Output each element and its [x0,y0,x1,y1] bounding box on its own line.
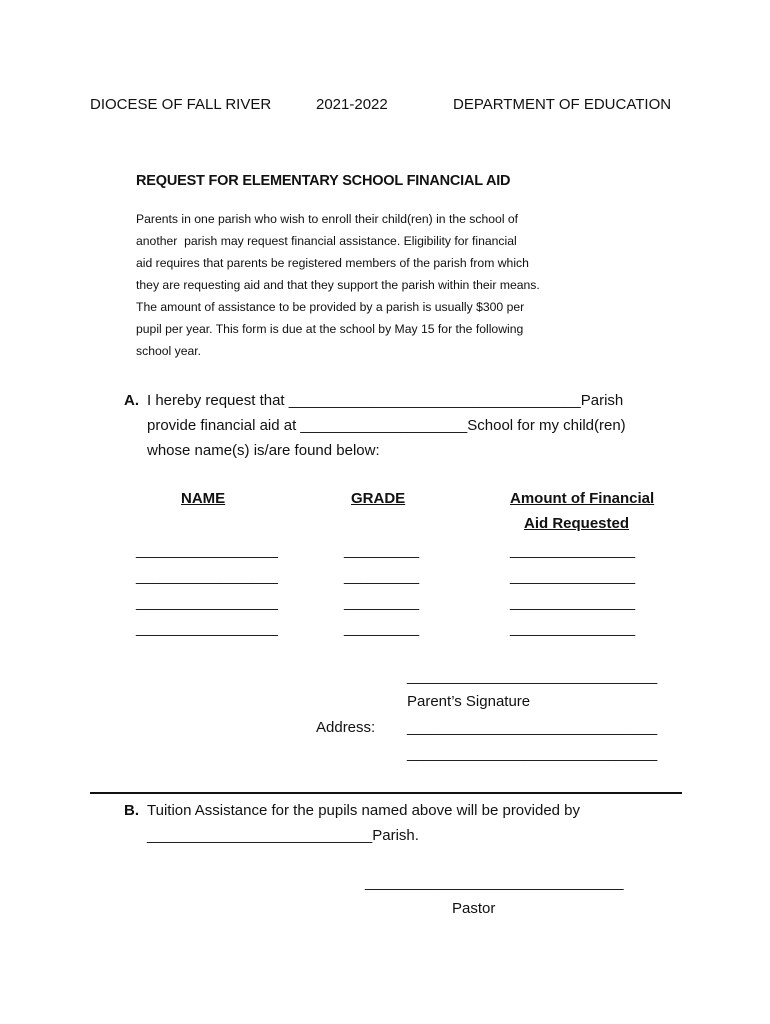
diocese-name: DIOCESE OF FALL RIVER [90,96,272,113]
grade-field[interactable]: _________ [344,594,420,611]
amount-column-header: Amount of Financial [510,490,655,507]
parent-signature-line[interactable]: ______________________________ [407,668,658,685]
intro-line: school year. [136,344,202,358]
section-a [124,388,684,463]
section-b-line-parish[interactable]: ___________________________Parish. [147,827,419,844]
section-a-line-names: whose name(s) is/are found below: [147,442,380,459]
grade-field[interactable]: _________ [344,568,420,585]
address-label: Address: [316,719,376,736]
form-title: REQUEST FOR ELEMENTARY SCHOOL FINANCIAL AID [136,173,511,189]
amount-field[interactable]: _______________ [510,620,636,637]
amount-column-header-line2: Aid Requested [524,515,630,532]
grade-field[interactable]: _________ [344,542,420,559]
section-a-label: A. [124,392,139,409]
pastor-signature-line[interactable]: _______________________________ [365,874,624,891]
pastor-label: Pastor [452,900,496,917]
grade-field[interactable]: _________ [344,620,420,637]
name-field[interactable]: _________________ [136,542,278,559]
section-b-line-1: Tuition Assistance for the pupils named above will be provided by [147,802,581,819]
intro-line: pupil per year. This form is due at the school by May 15 for the following [136,322,524,336]
section-divider [90,792,682,794]
address-line-1[interactable]: ______________________________ [407,719,658,736]
address-line-2[interactable]: ______________________________ [407,745,658,762]
name-field[interactable]: _________________ [136,568,278,585]
section-a-line-school[interactable]: provide financial aid at ____________________School for my child(ren) [147,417,626,434]
intro-line: Parents in one parish who wish to enroll their child(ren) in the school of [136,212,519,226]
name-column-header: NAME [181,490,226,507]
name-field[interactable]: _________________ [136,620,278,637]
amount-field[interactable]: _______________ [510,542,636,559]
parent-signature-label: Parent’s Signature [407,693,531,710]
section-a-line-parish[interactable]: I hereby request that ___________________________________Parish [147,392,624,409]
school-year: 2021-2022 [316,96,388,113]
intro-paragraph [136,208,636,362]
department-name: DEPARTMENT OF EDUCATION [453,96,672,113]
grade-column-header: GRADE [351,490,406,507]
amount-field[interactable]: _______________ [510,594,636,611]
intro-line: aid requires that parents be registered members of the parish from which [136,256,529,270]
section-b-label: B. [124,802,139,819]
name-field[interactable]: _________________ [136,594,278,611]
amount-field[interactable]: _______________ [510,568,636,585]
intro-line: The amount of assistance to be provided by a parish is usually $300 per [136,300,525,314]
intro-line: they are requesting aid and that they support the parish within their means. [136,278,540,292]
intro-line: another parish may request financial assistance. Eligibility for financial [136,234,517,248]
section-b [124,798,684,848]
